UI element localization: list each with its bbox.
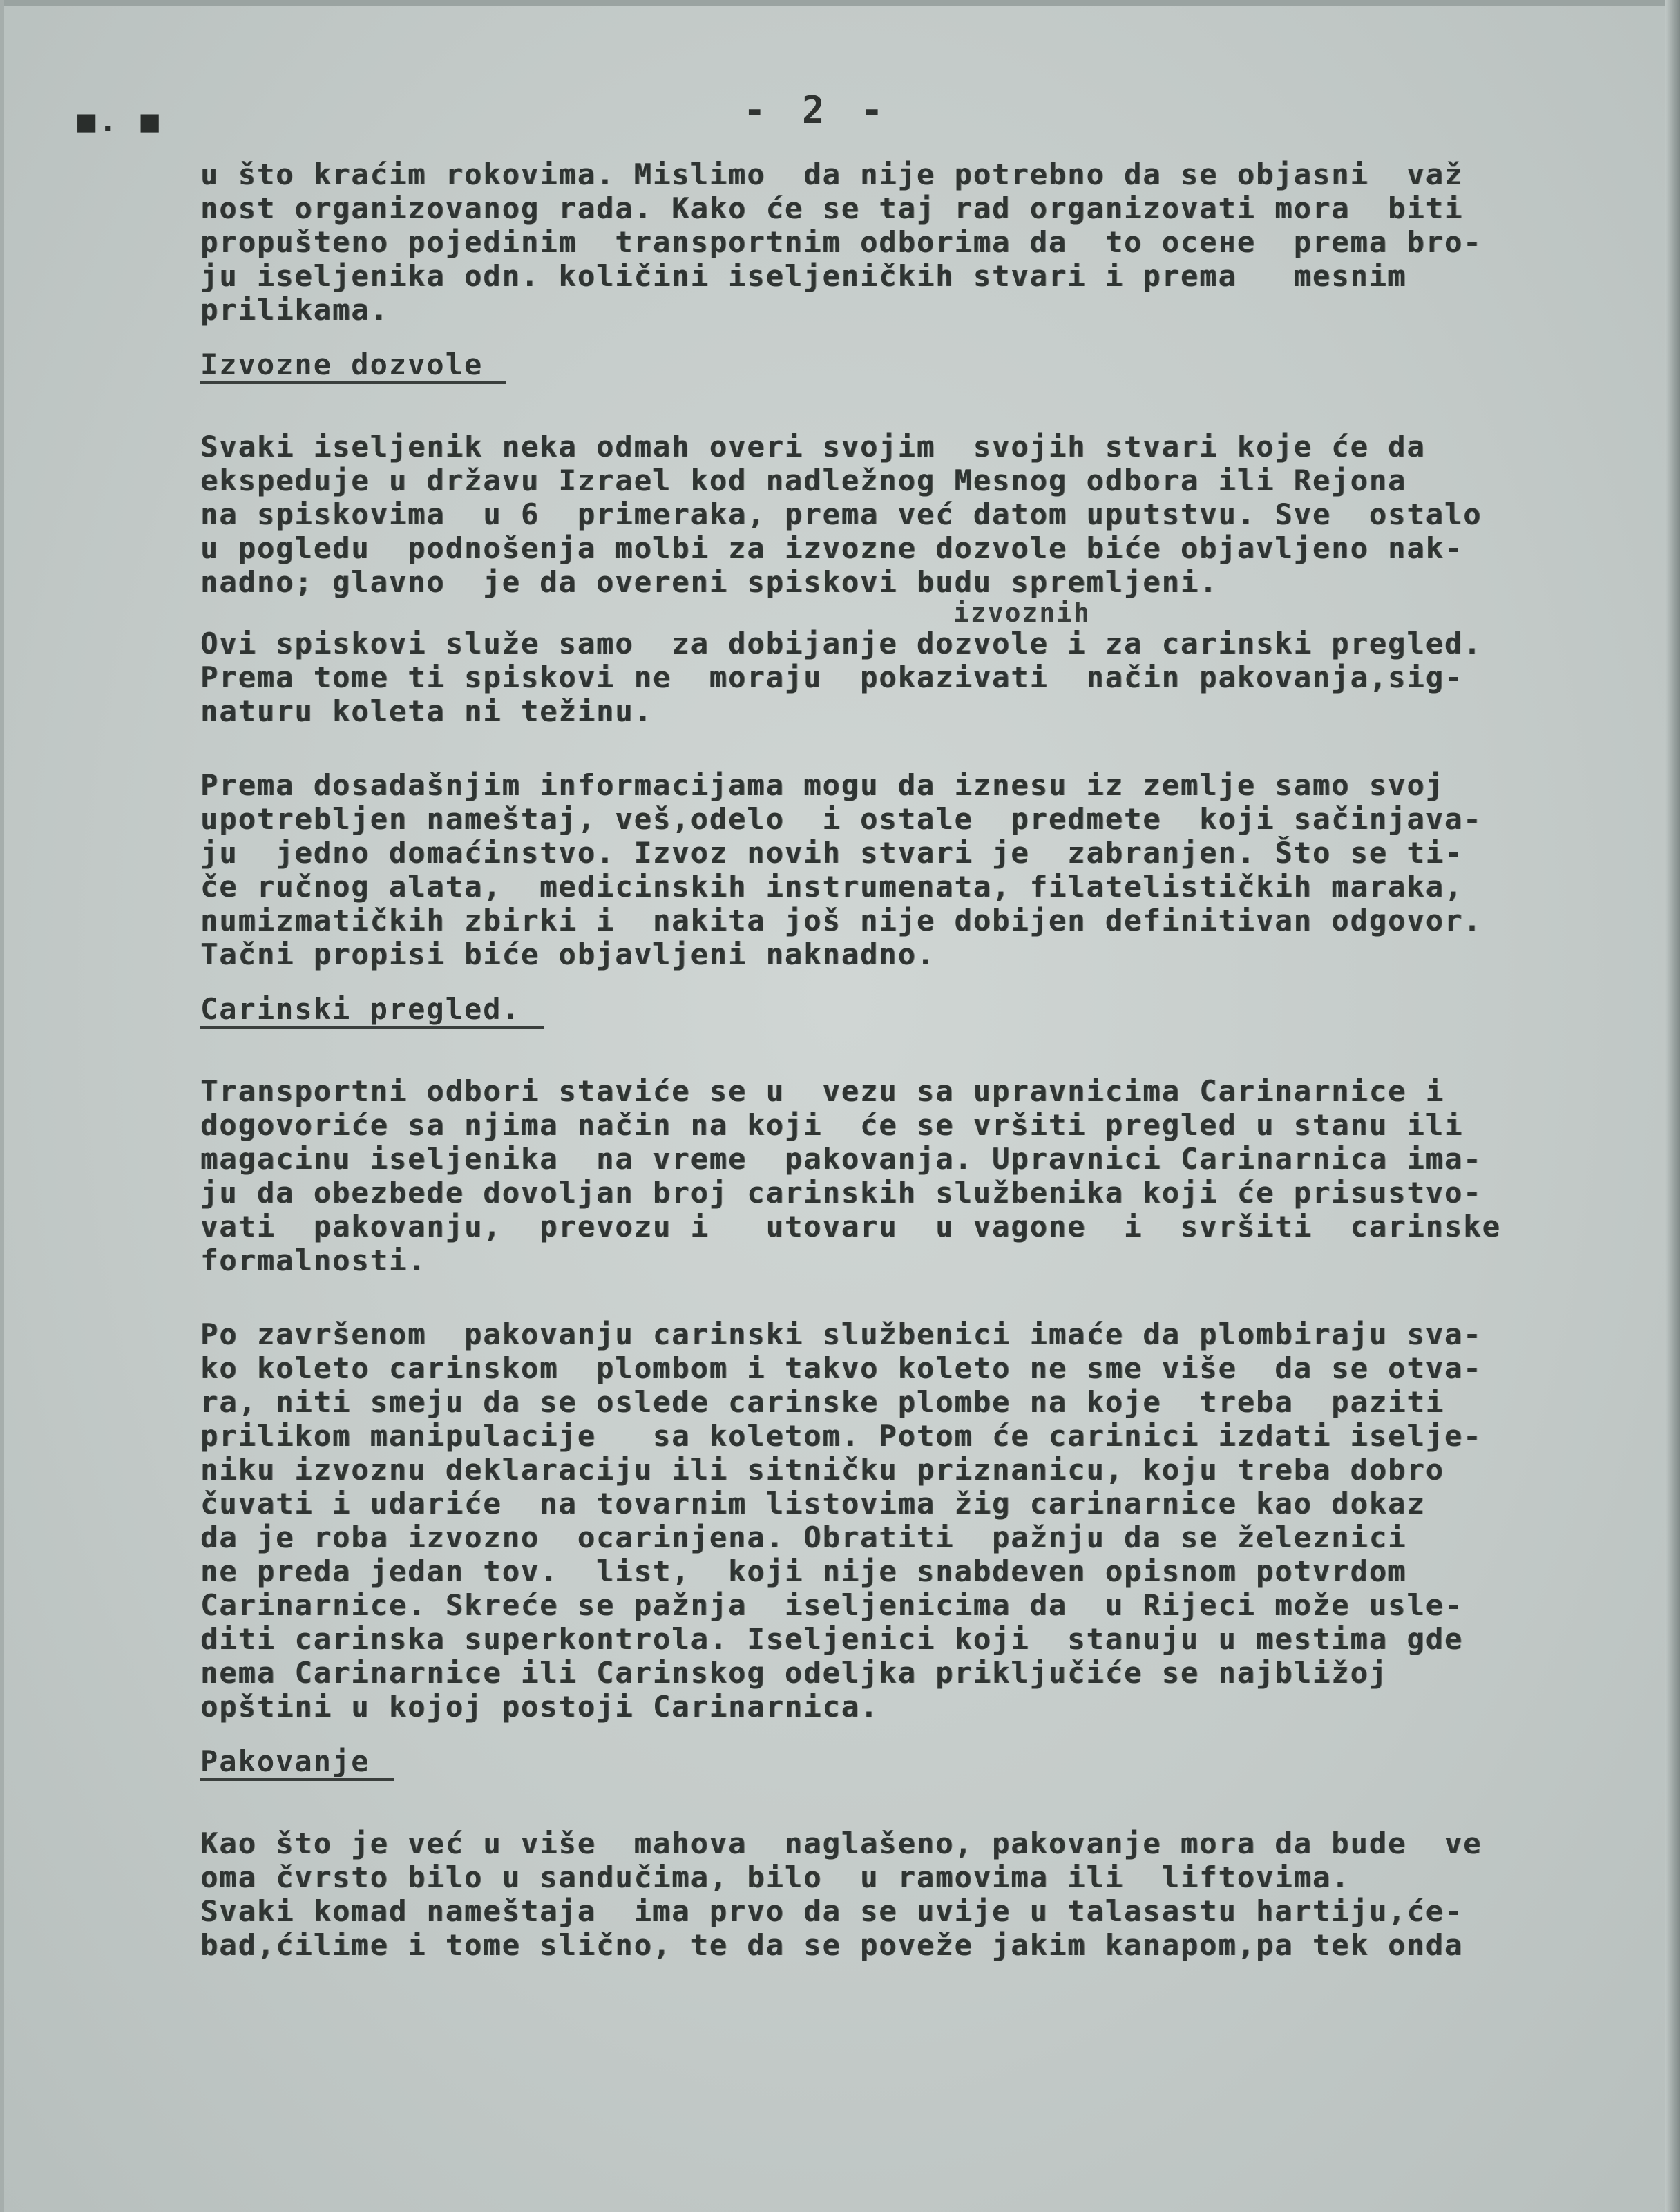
paragraph (200, 1827, 1641, 1962)
text-line: formalnosti. (200, 1243, 427, 1277)
text-line: ne predа jedan tov. list, koji nije snabdeven opisnom potvrdom (200, 1554, 1407, 1588)
section-heading: Pakovanje (200, 1744, 394, 1781)
text-line: Kao što je već u više mahova naglašeno, pakovanje mora da bude ve (200, 1827, 1482, 1860)
text-line: na spiskovima u 6 primeraka, prema već datom uputstvu. Sve ostalo (200, 497, 1482, 531)
text-line: da je roba izvozno ocarinjena. Obratiti pažnju da se železnici (200, 1520, 1407, 1554)
text-line: Ovi spiskovi služe samo za dobijanje dozvole i za carinski pregled. (200, 627, 1482, 660)
text-line: ekspeduje u državu Izrael kod nadležnog Mesnog odbora ili Rejona (200, 464, 1407, 497)
text-line: oma čvrsto bilo u sandučima, bilo u ramovima ili liftovima. (200, 1860, 1350, 1894)
section-heading: Carinski pregled. (200, 992, 544, 1029)
text-line: u pogledu podnošenja molbi za izvozne dozvole biće objavljeno nak- (200, 531, 1464, 565)
text-line: magacinu iseljenika na vreme pakovanja. Upravnici Carinarnica ima- (200, 1142, 1482, 1176)
scan-edge-left (0, 0, 4, 2212)
paragraph (200, 1317, 1641, 1724)
section-carinski-pregled (200, 992, 1641, 1724)
text-line: ju jedno domaćinstvo. Izvoz novih stvari je zabranjen. Što se ti- (200, 836, 1464, 870)
intro-paragraph (200, 158, 1641, 327)
text-line: naturu koleta ni težinu. (200, 694, 653, 728)
text-line: Prema dosadašnjim informacijama mogu da iznesu iz zemlje samo svoj (200, 768, 1444, 802)
section-izvozne-dozvole (200, 347, 1641, 971)
text-line: propušteno pojedinim transportnim odborima da to oceне prema bro- (200, 225, 1482, 259)
text-line: ra, niti smeju da se oslede carinske plombe na koje treba paziti (200, 1385, 1444, 1419)
paragraph (200, 430, 1641, 599)
text-line: prilikom manipulacije sa koletom. Potom će carinici izdati iselje- (200, 1419, 1482, 1453)
text-line: nema Carinarnice ili Carinskog odeljka priključiće se najbližoj (200, 1656, 1388, 1690)
section-pakovanje (200, 1744, 1641, 1962)
text-line: Svaki iseljenik neka odmah overi svojim svojih stvari koje će da (200, 430, 1426, 464)
text-line: dogovoriće sa njima način na koji će se vršiti pregled u stanu ili (200, 1108, 1464, 1142)
text-line: ko koleto carinskom plombom i takvo koleto ne sme više da se otva- (200, 1351, 1482, 1385)
text-line: Po završenom pakovanju carinski službenici imaće da plombiraju sva- (200, 1317, 1482, 1351)
text-line: čuvati i udariće na tovarnim listovima žig carinarnice kao dokaz (200, 1487, 1426, 1520)
text-line: vati pakovanju, prevozu i utovaru u vagone i svršiti carinske (200, 1210, 1501, 1243)
text-line: Transportni odbori staviće se u vezu sa upravnicima Carinarnice i (200, 1074, 1444, 1108)
scan-edge-right (1665, 0, 1680, 2212)
text-line: Carinarnice. Skreće se pažnja iseljenicima da u Rijeci može usle- (200, 1588, 1464, 1622)
paragraph (200, 768, 1641, 971)
text-line: ju iseljenika odn. količini iseljeničkih stvari i prema mesnim (200, 259, 1407, 293)
text-line: nadno; glavno je da overeni spiskovi budu spremljeni. (200, 565, 1219, 599)
text-line: Prema tome ti spiskovi ne moraju pokazivati način pakovanja,sig- (200, 660, 1464, 694)
text-line: če ručnog alata, medicinskih instrumenata, filatelističkih maraka, (200, 870, 1464, 904)
text-line: Svaki komad nameštaja ima prvo da se uvije u talasastu hartiju,će- (200, 1894, 1464, 1928)
text-line: prilikama. (200, 293, 389, 327)
paragraph (200, 627, 1641, 728)
text-line: niku izvoznu deklaraciju ili sitničku priznanicu, koju treba dobro (200, 1453, 1444, 1487)
section-heading: Izvozne dozvole (200, 347, 506, 384)
text-line: ju da obezbede dovoljan broj carinskih službenika koji će prisustvo- (200, 1176, 1482, 1210)
margin-punch-mark: ■. ■ (77, 104, 162, 139)
text-line: Tačni propisi biće objavljeni naknadno. (200, 937, 936, 971)
text-line: u što kraćim rokovima. Mislimo da nije potrebno da se objasni važ (200, 158, 1464, 191)
document-body (200, 158, 1641, 1962)
text-line: opštini u kojoj postoji Carinarnica. (200, 1690, 879, 1724)
page-number: - 2 - (743, 88, 890, 132)
text-line: bad,ćilime i tome slično, te da se poveže jakim kanapom,pa tek onda (200, 1928, 1464, 1962)
scan-edge-top (0, 0, 1680, 6)
text-line: upotrebljen nameštaj, veš,odelo i ostale predmete koji sačinjava- (200, 802, 1482, 836)
text-line: nost organizovanog rada. Kako će se taj rad organizovati mora biti (200, 191, 1464, 225)
paragraph (200, 1074, 1641, 1277)
interlinear-insertion: izvoznih (953, 598, 1091, 628)
text-line: diti carinska superkontrola. Iseljenici koji stanuju u mestima gde (200, 1622, 1464, 1656)
text-line: numizmatičkih zbirki i nakita još nije dobijen definitivan odgovor. (200, 904, 1482, 937)
